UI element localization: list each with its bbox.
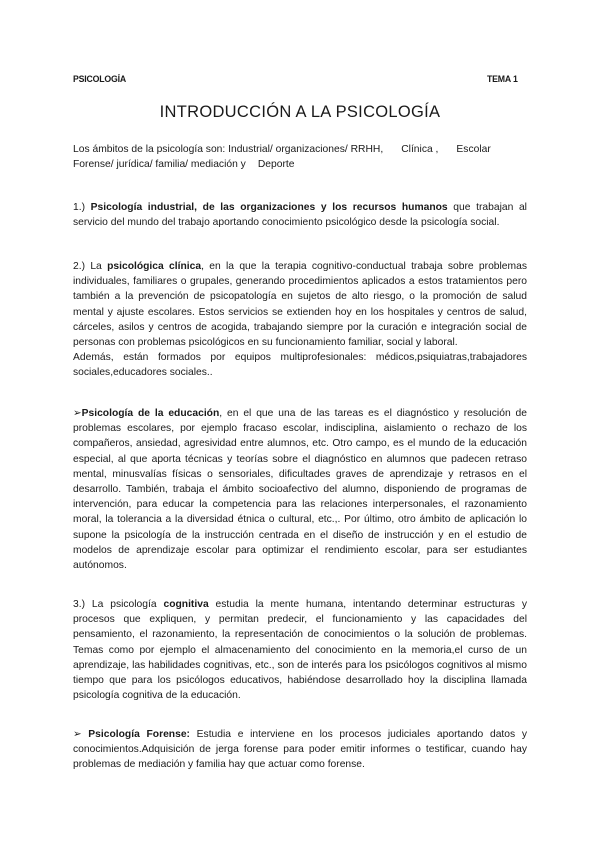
section-forense — [73, 727, 527, 773]
section-industrial — [73, 200, 527, 230]
section-heading: ➢Psicología de la educación — [73, 408, 220, 419]
header-topic: TEMA 1 — [487, 74, 518, 85]
intro-item-clinica: Clínica , — [401, 144, 439, 155]
section-text: Estudia e interviene en los procesos judiciales aportando datos y conocimientos.Adquisición de jerga forense para poder emitir informes o testificar, cuando hay problemas de mediación y familia hay que actuar como forense. — [73, 729, 527, 771]
section-heading: cognitiva — [163, 599, 209, 610]
section-cognitiva — [73, 597, 527, 703]
section-extra: Además, están formados por equipos multiprofesionales: médicos,psiquiatras,trabajadores sociales,educadores sociales.. — [73, 352, 527, 379]
intro-lead: Los ámbitos de la psicología son: Industrial/ organizaciones/ RRHH, — [73, 144, 384, 155]
section-heading: Psicología industrial, de las organizaciones y los recursos humanos — [90, 202, 448, 213]
intro-item-deporte: Deporte — [257, 159, 295, 171]
header-subject: PSICOLOGÍA — [73, 74, 127, 85]
section-text: , en el que una de las tareas es el diagnóstico y resolución de problemas escolares, por ejemplo fracaso escolar, indisciplina, aislamiento o rechazo de los compañeros, ansiedad, agresividad entre alumnos, etc. Otro campo, es el mundo de la educación especial, al que aporta técnicas y teorías sobre el diagnóstico en alumnos que padecen retraso mental, minusvalías físicas o sensoriales, dificultades graves de aprendizaje y retrasos en el desarrollo. También, trabaja el ámbito socioafectivo del alumno, disponiendo de programas de intervención, para educar la competencia para las relaciones interpersonales, el razonamiento moral, la tolerancia a la diversidad étnica o cultural, etc.,. Por último, otro ámbito de aplicación lo supone la psicología de la instrucción centrada en el diseño de instrucción y en el estudio de modelos de aprendizaje escolar para optimizar el rendimiento escolar, para ser estudiantes autónomos. — [73, 408, 527, 572]
section-heading: psicológica clínica — [107, 261, 202, 272]
section-number: 3.) La psicología — [73, 599, 157, 610]
section-text: que trabajan al servicio del mundo del trabajo aportando conocimiento psicológico desde la psicología social. — [73, 202, 527, 229]
section-number: 1.) — [73, 202, 86, 213]
section-clinica — [73, 259, 527, 381]
intro-paragraph — [73, 142, 527, 172]
section-educacion — [73, 406, 527, 573]
section-heading: ➢ Psicología Forense: — [73, 729, 190, 740]
intro-item-forense: Forense/ jurídica/ familia/ mediación y — [73, 159, 246, 171]
page-title: INTRODUCCIÓN A LA PSICOLOGÍA — [159, 103, 441, 121]
section-text: estudia la mente humana, intentando determinar estructuras y procesos que expliquen, y permitan predecir, el funcionamiento y las capacidades del pensamiento, el razonamiento, la representación de conocimientos o la solución de problemas. Temas como por ejemplo el almacenamiento del conocimiento en la memoria,el curso de un aprendizaje, las habilidades cognitivas, etc., son de interés para los psicólogos cognitivos al mismo tiempo que para los psicólogos educativos, habiéndose desarrollado hoy la disciplina llamada psicología cognitiva de la educación. — [73, 599, 527, 702]
section-text: , en la que la terapia cognitivo-conductual trabaja sobre problemas individuales, familiares o grupales, generando procedimientos aplicados a estos tratamientos pero también a la prevención de psicopatología en sujetos de alto riesgo, o la promoción de salud mental y ajuste escolares. Estos servicios se extienden hoy en los hospitales y centros de salud, cárceles, asilos y centros de acogida, trabajando siempre por la curación e integración social de personas con problemas psicológicos en su funcionamiento familiar, social y laboral. — [73, 261, 527, 349]
section-number: 2.) La — [73, 261, 102, 272]
intro-item-escolar: Escolar — [456, 144, 491, 155]
